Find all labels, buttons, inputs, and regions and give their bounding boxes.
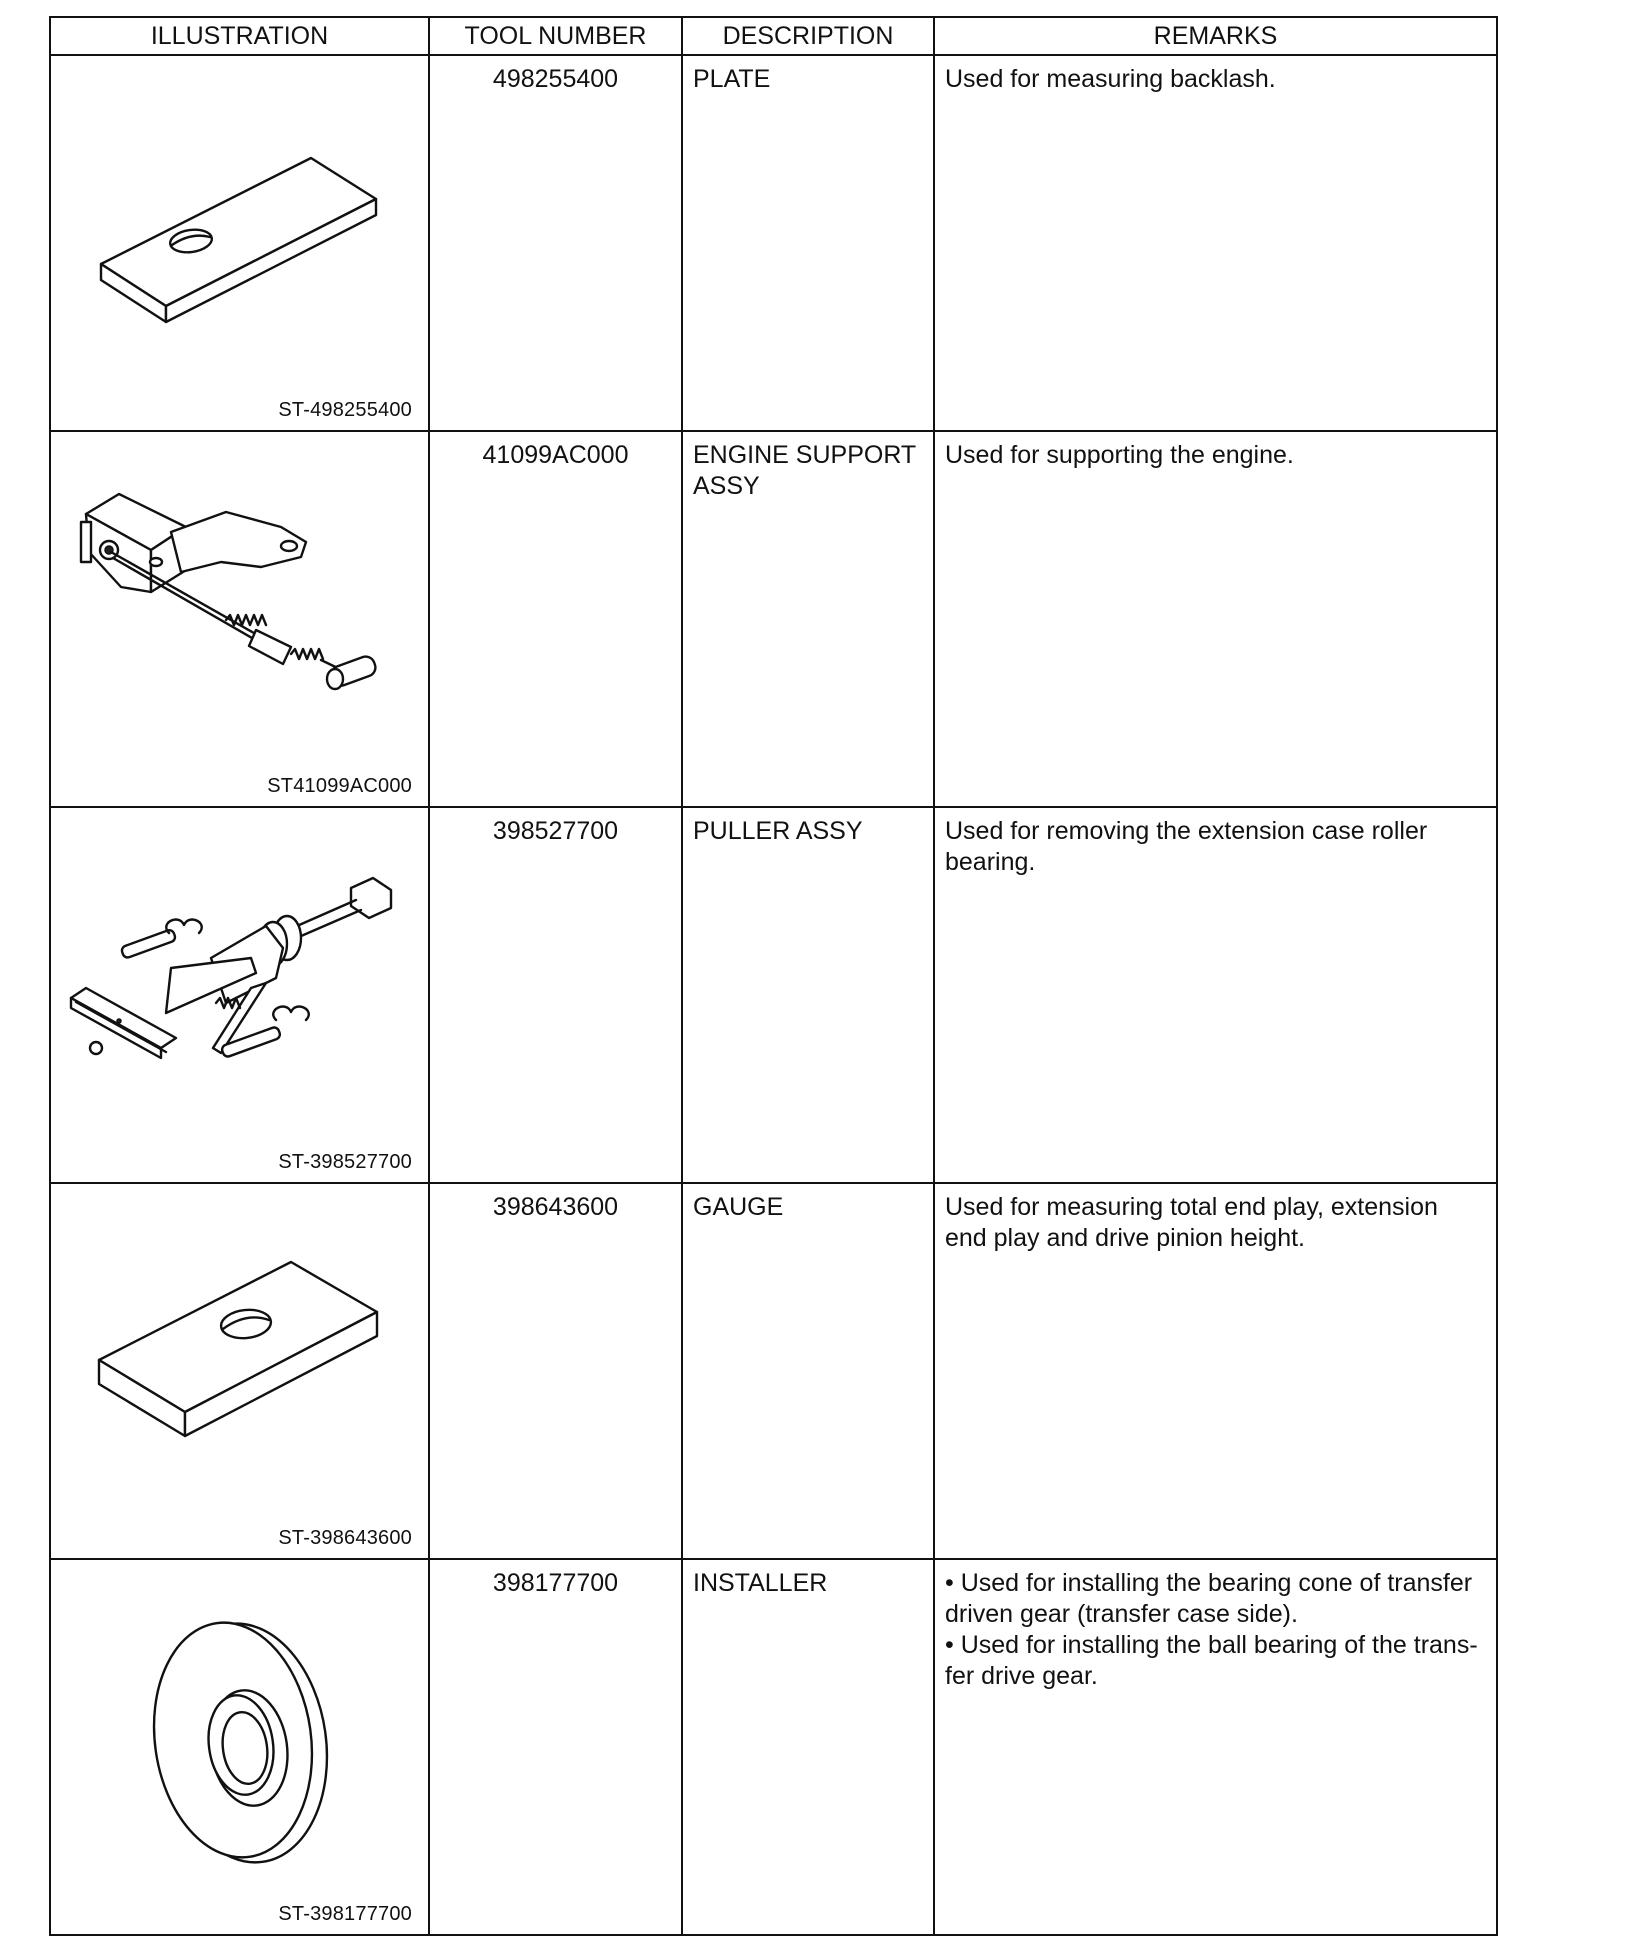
table-row [50, 1183, 1497, 1559]
tool-number: 398177700 [429, 1559, 682, 1935]
remark-line: Used for measuring total end play, extension end play and drive pinion height. [945, 1193, 1438, 1252]
image-code: ST-398177700 [278, 1903, 412, 1925]
header-description: DESCRIPTION [682, 17, 934, 55]
illustration-cell [50, 807, 429, 1183]
tool-description: PULLER ASSY [682, 807, 934, 1183]
tool-number: 398527700 [429, 807, 682, 1183]
tool-number: 498255400 [429, 55, 682, 431]
tool-description: INSTALLER [682, 1559, 934, 1935]
tool-description: PLATE [682, 55, 934, 431]
table-row [50, 431, 1497, 807]
tool-remarks [934, 807, 1497, 1183]
tool-remarks [934, 55, 1497, 431]
tool-number: 398643600 [429, 1183, 682, 1559]
header-remarks: REMARKS [934, 17, 1497, 55]
special-tools-table [49, 16, 1498, 1936]
puller-icon [51, 808, 426, 1138]
illustration-cell [50, 1559, 429, 1935]
remark-line: Used for removing the extension case roller bearing. [945, 817, 1428, 876]
image-code: ST-398643600 [278, 1527, 412, 1549]
remark-line: Used for supporting the engine. [945, 441, 1294, 469]
image-code: ST-398527700 [278, 1151, 412, 1173]
tool-description: GAUGE [682, 1183, 934, 1559]
image-code: ST41099AC000 [267, 775, 412, 797]
illustration-cell [50, 431, 429, 807]
tool-remarks [934, 1183, 1497, 1559]
table-row [50, 55, 1497, 431]
plate-icon [51, 56, 426, 386]
illustration-cell [50, 55, 429, 431]
image-code: ST-498255400 [278, 399, 412, 421]
table-row [50, 1559, 1497, 1935]
engine-support-icon [51, 432, 426, 762]
tool-remarks [934, 1559, 1497, 1935]
tool-remarks [934, 431, 1497, 807]
table-row [50, 807, 1497, 1183]
header-tool-number: TOOL NUMBER [429, 17, 682, 55]
header-row [50, 17, 1497, 55]
remark-line: Used for measuring backlash. [945, 65, 1276, 93]
tool-number: 41099AC000 [429, 431, 682, 807]
remark-line: • Used for installing the ball bearing of the trans- fer drive gear. [945, 1631, 1478, 1690]
tool-description: ENGINE SUPPORT ASSY [682, 431, 934, 807]
gauge-icon [51, 1184, 426, 1514]
remark-line: • Used for installing the bearing cone of transfer driven gear (transfer case side). [945, 1569, 1473, 1628]
illustration-cell [50, 1183, 429, 1559]
header-illustration: ILLUSTRATION [50, 17, 429, 55]
installer-icon [51, 1560, 426, 1890]
